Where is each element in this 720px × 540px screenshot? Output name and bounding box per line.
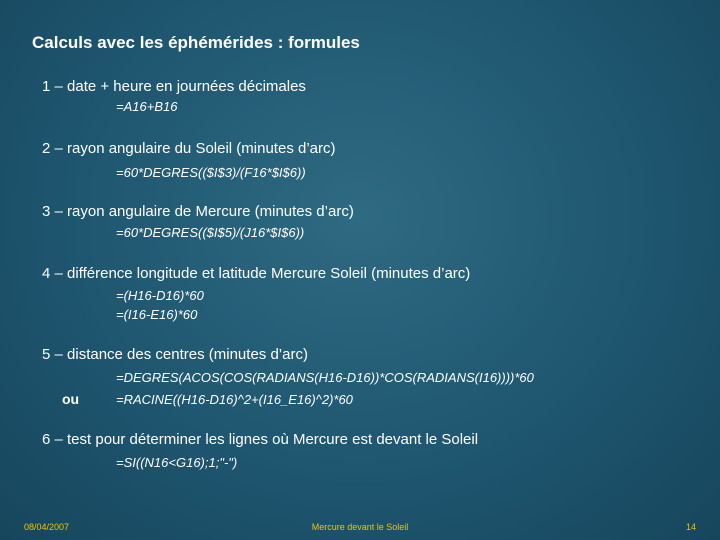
item-5-formula-2: =RACINE((H16-D16)^2+(I16_E16)^2)*60: [116, 392, 353, 407]
item-3-heading: 3 – rayon angulaire de Mercure (minutes d’arc): [42, 203, 354, 220]
item-5-formula-1: =DEGRES(ACOS(COS(RADIANS(H16-D16))*COS(RADIANS(I16))))*60: [116, 370, 534, 385]
item-2-heading: 2 – rayon angulaire du Soleil (minutes d’arc): [42, 140, 336, 157]
item-6-heading: 6 – test pour déterminer les lignes où Mercure est devant le Soleil: [42, 431, 479, 448]
item-5-heading: 5 – distance des centres (minutes d’arc): [42, 346, 308, 363]
item-1-formula: =A16+B16: [116, 99, 178, 114]
item-4-formula-1: =(H16-D16)*60: [116, 288, 204, 303]
item-1-heading: 1 – date + heure en journées décimales: [42, 78, 306, 95]
item-5-connector: ou: [62, 391, 80, 407]
item-6-formula: =SI((N16<G16);1;"-"): [116, 455, 238, 470]
item-3-formula: =60*DEGRES(($I$5)/(J16*$I$6)): [116, 225, 305, 240]
item-4-formula-2: =(I16-E16)*60: [116, 307, 198, 322]
item-2-formula: =60*DEGRES(($I$3)/(F16*$I$6)): [116, 165, 306, 180]
slide-title: Calculs avec les éphémérides : formules: [32, 33, 360, 52]
footer-title: Mercure devant le Soleil: [311, 522, 409, 532]
footer-date: 08/04/2007: [24, 522, 70, 532]
footer-page-number: 14: [685, 522, 696, 532]
item-4-heading: 4 – différence longitude et latitude Mercure Soleil (minutes d’arc): [42, 265, 471, 282]
